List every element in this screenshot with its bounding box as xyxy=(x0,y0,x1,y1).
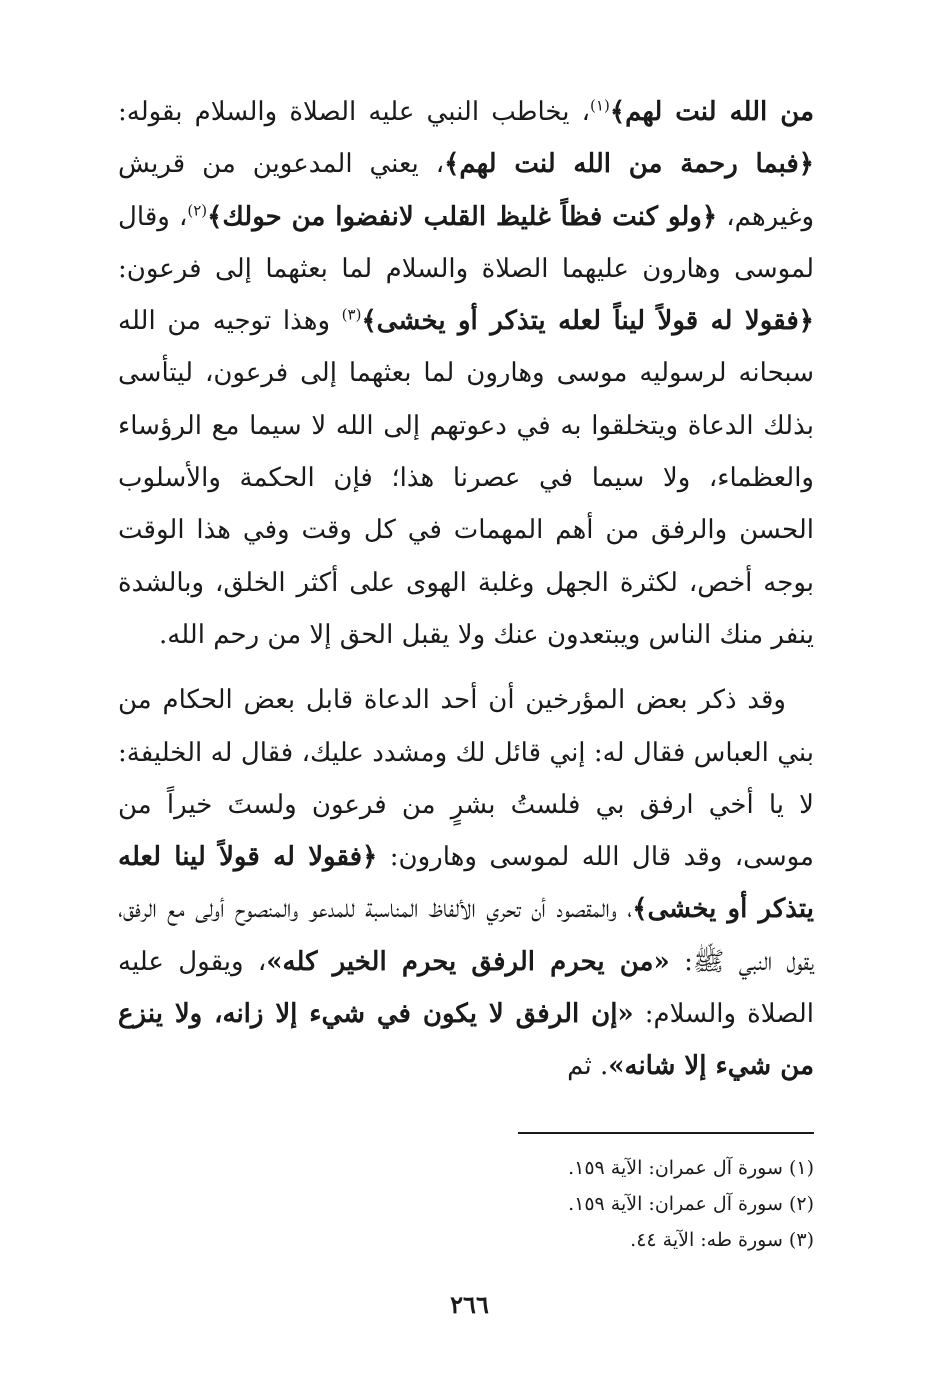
text-run: ، والمقصود أن تحري الألفاظ المناسبة للمدعو والمنصوح أولى مع الرفق، يقول النبي ﷺ: xyxy=(118,894,814,977)
footnote-3: (٣) سورة طه: الآية ٤٤. xyxy=(630,1229,814,1251)
footnote-ref: (١) xyxy=(590,96,610,115)
text-run: ، ويقول عليه الصلاة والسلام: xyxy=(118,946,814,1030)
text-run: وهذا توجيه من الله سبحانه لرسوليه موسى وهارون لما بعثهما إلى فرعون، ليتأسى بذلك الدعاة ويتخلقوا به في دعوتهم إلى الله لا سيما مع الرؤساء والعظماء، ولا سيما في عصرنا هذا؛ فإن الحكمة والأسلوب الحسن والرفق من أهم المهمات في كل وقت وفي هذا الوقت بوجه أخص، لكثرة الجهل وغلبة الهوى على أكثر الخلق، وبالشدة ينفر منك الناس ويبتعدون عنك ولا يقبل الحق إلا من رحم الله. xyxy=(118,306,814,650)
quran-verse: ﴿فقولا له قولاً ليناً لعله يتذكر أو يخشى﴾ xyxy=(361,306,814,337)
main-text xyxy=(118,86,814,1093)
page-number: ٢٦٦ xyxy=(450,1290,489,1319)
hadith-quote: «إن الرفق لا يكون في شيء إلا زانه، ولا ينزع من شيء إلا شانه» xyxy=(118,999,814,1082)
text-run: ، يخاطب النبي عليه الصلاة والسلام بقوله: xyxy=(118,97,591,127)
text-run: ، وقال لموسى وهارون عليهما الصلاة والسلام لما بعثهما إلى فرعون: xyxy=(118,201,814,284)
text-run: وقد ذكر بعض المؤرخين أن أحد الدعاة قابل بعض الحكام من بني العباس فقال له: إني قائل لك ومشدد عليك، فقال له الخليفة: لا يا أخي ارفق بي فلستُ بشرٍ من فرعون ولستَ خيراً من موسى، وقد قال الله لموسى وهارون: xyxy=(118,685,814,873)
paragraph-1 xyxy=(118,86,814,661)
quran-verse: ﴿فبما رحمة من الله لنت لهم﴾ xyxy=(444,149,814,180)
footnote-separator xyxy=(518,1132,814,1134)
footnotes xyxy=(318,1150,814,1258)
quran-verse: من الله لنت لهم﴾ xyxy=(609,97,814,127)
footnote-ref: (٢) xyxy=(187,200,208,219)
text-run: ، يعني المدعوين من قريش وغيرهم، xyxy=(118,149,815,232)
hadith-quote: «من يحرم الرفق يحرم الخير كله» xyxy=(266,946,670,977)
quran-verse: ﴿ولو كنت فظاً غليظ القلب لانفضوا من حولك﴾ xyxy=(207,201,718,232)
footnote-ref: (٣) xyxy=(341,305,362,324)
text-run: . ثم xyxy=(567,1051,609,1082)
footnote-1: (١) سورة آل عمران: الآية ١٥٩. xyxy=(568,1157,814,1179)
quran-verse: ﴿فقولا له قولاً لينا لعله يتذكر أو يخشى﴾ xyxy=(118,842,814,925)
paragraph-2 xyxy=(118,674,814,1092)
footnote-2: (٢) سورة آل عمران: الآية ١٥٩. xyxy=(568,1193,814,1215)
